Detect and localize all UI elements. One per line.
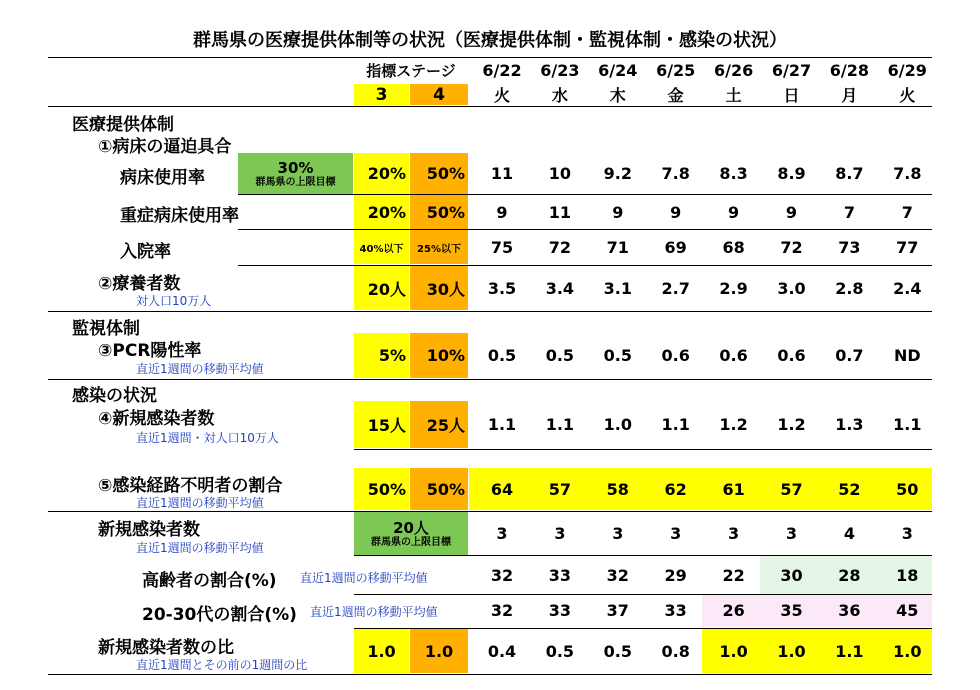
value-cell-new-infections: 3 bbox=[901, 524, 913, 543]
value-cell-young: 45 bbox=[896, 601, 919, 620]
value-cell-severe-bed: 7 bbox=[843, 202, 855, 222]
hospitalization-stage4: 25%以下 bbox=[417, 243, 461, 255]
row-sub-ratio: 直近1週間とその前の1週間の比 bbox=[136, 658, 308, 672]
value-cell-elderly: 18 bbox=[896, 565, 919, 585]
row-label-unknown-route: ⑤感染経路不明者の割合 bbox=[98, 476, 283, 496]
value-cell-severe-bed: 9 bbox=[496, 202, 508, 222]
bed-usage-target-value: 30% bbox=[277, 158, 314, 177]
value-cell-new-cases: 1.2 bbox=[777, 415, 806, 434]
value-cell-bed-usage: 8.3 bbox=[719, 164, 748, 183]
severe-bed-stage4: 50% bbox=[426, 202, 465, 222]
row-label-recuperating: ②療養者数 bbox=[98, 274, 181, 294]
date-header: 6/28 bbox=[829, 60, 870, 80]
row-sub-recuperating: 対人口10万人 bbox=[136, 294, 212, 308]
row-label-pcr: ③PCR陽性率 bbox=[98, 341, 202, 361]
bed-usage-stage3: 20% bbox=[367, 164, 406, 183]
value-cell-new-cases: 1.0 bbox=[603, 415, 632, 434]
row-sub-unknown-route: 直近1週間の移動平均値 bbox=[136, 496, 264, 510]
row-sub-new-cases: 直近1週間・対人口10万人 bbox=[136, 431, 279, 445]
value-cell-severe-bed: 9 bbox=[670, 202, 682, 222]
value-cell-new-infections: 3 bbox=[554, 524, 566, 543]
value-cell-unknown-route: 61 bbox=[722, 479, 745, 499]
value-cell-new-cases: 1.2 bbox=[719, 415, 748, 434]
value-cell-pcr: ND bbox=[893, 346, 921, 365]
date-header: 6/27 bbox=[771, 60, 812, 80]
row-sub-elderly: 直近1週間の移動平均値 bbox=[300, 571, 428, 585]
value-cell-hospitalization: 69 bbox=[664, 237, 687, 257]
recuperating-stage4: 30人 bbox=[426, 279, 465, 299]
row-label-bed-usage: 病床使用率 bbox=[120, 168, 205, 188]
value-cell-recuperating: 3.5 bbox=[487, 278, 517, 298]
new-cases-stage4: 25人 bbox=[426, 416, 465, 435]
value-cell-pcr: 0.6 bbox=[661, 346, 690, 365]
value-cell-young: 32 bbox=[490, 601, 514, 620]
row-label-new-cases: ④新規感染者数 bbox=[98, 409, 215, 429]
value-cell-new-cases: 1.1 bbox=[487, 415, 517, 434]
value-cell-ratio: 1.0 bbox=[719, 641, 748, 661]
weekday-header: 土 bbox=[725, 86, 742, 105]
value-cell-new-cases: 1.3 bbox=[835, 415, 864, 434]
value-cell-young: 36 bbox=[838, 601, 861, 620]
page-title: 群馬県の医療提供体制等の状況（医療提供体制・監視体制・感染の状況） bbox=[193, 30, 787, 51]
value-cell-young: 33 bbox=[664, 601, 687, 620]
value-cell-recuperating: 2.7 bbox=[661, 278, 690, 298]
stage3-header: 3 bbox=[375, 84, 388, 105]
value-cell-pcr: 0.5 bbox=[487, 346, 517, 365]
value-cell-elderly: 32 bbox=[490, 565, 514, 585]
value-cell-recuperating: 3.1 bbox=[603, 278, 632, 298]
value-cell-bed-usage: 7.8 bbox=[661, 164, 690, 183]
divider bbox=[48, 674, 932, 675]
value-cell-elderly: 30 bbox=[780, 565, 803, 585]
value-cell-elderly: 28 bbox=[838, 565, 861, 585]
value-cell-severe-bed: 9 bbox=[728, 202, 740, 222]
unknown-route-stage3: 50% bbox=[367, 479, 406, 499]
row-label-new-infections: 新規感染者数 bbox=[98, 520, 200, 540]
value-cell-pcr: 0.5 bbox=[545, 346, 575, 365]
divider bbox=[354, 449, 932, 450]
value-cell-ratio: 0.4 bbox=[487, 641, 517, 661]
value-cell-recuperating: 3.4 bbox=[545, 278, 575, 298]
value-cell-unknown-route: 52 bbox=[838, 479, 861, 499]
value-cell-pcr: 0.6 bbox=[719, 346, 748, 365]
row-sub-pcr: 直近1週間の移動平均値 bbox=[136, 362, 264, 376]
value-cell-new-cases: 1.1 bbox=[545, 415, 575, 434]
value-cell-bed-usage: 7.8 bbox=[893, 164, 922, 183]
value-cell-recuperating: 2.4 bbox=[893, 278, 922, 298]
weekday-header: 木 bbox=[609, 86, 626, 105]
value-cell-hospitalization: 72 bbox=[548, 237, 572, 257]
unknown-route-stage4: 50% bbox=[426, 479, 465, 499]
value-cell-young: 33 bbox=[548, 601, 572, 620]
value-cell-pcr: 0.6 bbox=[777, 346, 806, 365]
date-header: 6/23 bbox=[540, 60, 580, 80]
value-cell-pcr: 0.5 bbox=[603, 346, 632, 365]
date-header: 6/29 bbox=[887, 60, 927, 80]
value-cell-hospitalization: 75 bbox=[490, 237, 514, 257]
value-cell-young: 37 bbox=[606, 601, 629, 620]
value-cell-young: 35 bbox=[780, 601, 803, 620]
new-infections-target bbox=[354, 512, 468, 555]
date-header: 6/24 bbox=[598, 60, 638, 80]
section-medical: 医療提供体制 bbox=[72, 115, 174, 135]
value-cell-bed-usage: 8.9 bbox=[777, 164, 806, 183]
value-cell-bed-usage: 11 bbox=[490, 164, 514, 183]
value-cell-ratio: 1.0 bbox=[777, 641, 806, 661]
value-cell-hospitalization: 73 bbox=[838, 237, 861, 257]
value-cell-severe-bed: 9 bbox=[612, 202, 624, 222]
value-cell-elderly: 29 bbox=[664, 565, 687, 585]
row-label-hospitalization: 入院率 bbox=[120, 242, 171, 262]
row-label-elderly: 高齢者の割合(%) bbox=[142, 571, 277, 591]
pcr-stage3: 5% bbox=[378, 346, 406, 365]
stage4-header: 4 bbox=[433, 84, 445, 105]
date-header: 6/22 bbox=[482, 60, 522, 80]
divider bbox=[48, 57, 932, 58]
date-header: 6/25 bbox=[656, 60, 696, 80]
value-cell-unknown-route: 58 bbox=[606, 479, 629, 499]
value-cell-elderly: 33 bbox=[548, 565, 572, 585]
value-cell-bed-usage: 10 bbox=[548, 164, 572, 183]
weekday-header: 火 bbox=[493, 86, 510, 105]
row-label-young: 20-30代の割合(%) bbox=[142, 605, 297, 625]
weekday-header: 金 bbox=[667, 86, 684, 105]
bed-usage-target-note: 群馬県の上限目標 bbox=[255, 176, 336, 188]
value-cell-ratio: 1.0 bbox=[893, 641, 922, 661]
value-cell-severe-bed: 11 bbox=[548, 202, 572, 222]
value-cell-unknown-route: 50 bbox=[896, 479, 919, 499]
section-infection: 感染の状況 bbox=[72, 386, 157, 406]
severe-bed-stage3: 20% bbox=[367, 202, 406, 222]
ratio-stage3: 1.0 bbox=[367, 641, 396, 661]
row-label-severe-bed: 重症病床使用率 bbox=[120, 206, 239, 226]
divider bbox=[48, 311, 932, 312]
weekday-header: 日 bbox=[783, 86, 800, 105]
new-cases-stage3: 15人 bbox=[367, 416, 406, 435]
value-cell-new-infections: 4 bbox=[843, 524, 855, 543]
value-cell-ratio: 1.1 bbox=[835, 641, 864, 661]
value-cell-recuperating: 2.9 bbox=[719, 278, 748, 298]
new-infections-target-note: 群馬県の上限目標 bbox=[371, 536, 451, 548]
value-cell-unknown-route: 57 bbox=[548, 479, 572, 499]
divider bbox=[48, 379, 932, 380]
value-cell-severe-bed: 9 bbox=[785, 202, 798, 222]
date-header: 6/26 bbox=[713, 60, 754, 80]
value-cell-ratio: 0.8 bbox=[661, 641, 690, 661]
pcr-stage4: 10% bbox=[426, 346, 465, 365]
value-cell-new-cases: 1.1 bbox=[893, 415, 922, 434]
value-cell-hospitalization: 77 bbox=[896, 237, 919, 257]
value-cell-hospitalization: 68 bbox=[722, 237, 745, 257]
value-cell-bed-usage: 8.7 bbox=[835, 164, 864, 183]
value-cell-recuperating: 3.0 bbox=[777, 278, 806, 298]
value-cell-bed-usage: 9.2 bbox=[603, 164, 632, 183]
row-sub-new-infections: 直近1週間の移動平均値 bbox=[136, 541, 264, 555]
value-cell-new-infections: 3 bbox=[496, 524, 508, 543]
value-cell-ratio: 0.5 bbox=[603, 641, 632, 661]
value-cell-new-infections: 3 bbox=[612, 524, 624, 543]
value-cell-new-infections: 3 bbox=[670, 524, 682, 543]
value-cell-young: 26 bbox=[722, 601, 745, 620]
weekday-header: 月 bbox=[841, 86, 858, 105]
section-monitoring: 監視体制 bbox=[72, 319, 140, 339]
value-cell-recuperating: 2.8 bbox=[835, 278, 864, 298]
value-cell-hospitalization: 71 bbox=[606, 237, 629, 257]
value-cell-new-infections: 3 bbox=[785, 524, 798, 543]
row-sub-young: 直近1週間の移動平均値 bbox=[310, 605, 438, 619]
ratio-stage4: 1.0 bbox=[424, 641, 454, 661]
weekday-header: 火 bbox=[899, 86, 916, 105]
recuperating-stage3: 20人 bbox=[367, 279, 406, 299]
value-cell-new-infections: 3 bbox=[728, 524, 740, 543]
value-cell-ratio: 0.5 bbox=[545, 641, 575, 661]
value-cell-hospitalization: 72 bbox=[780, 237, 803, 257]
hospitalization-stage3: 40%以下 bbox=[359, 243, 404, 255]
row-label-ratio: 新規感染者数の比 bbox=[98, 638, 234, 658]
value-cell-unknown-route: 62 bbox=[664, 479, 687, 499]
value-cell-elderly: 22 bbox=[722, 565, 745, 585]
section-bed-pressure: ①病床の逼迫具合 bbox=[98, 137, 232, 157]
weekday-header: 水 bbox=[551, 86, 568, 105]
value-cell-new-cases: 1.1 bbox=[661, 415, 690, 434]
value-cell-pcr: 0.7 bbox=[835, 346, 864, 365]
new-infections-target-value: 20人 bbox=[393, 518, 429, 537]
value-cell-severe-bed: 7 bbox=[901, 202, 913, 222]
value-cell-unknown-route: 64 bbox=[490, 479, 514, 499]
indicator-stage-label: 指標ステージ bbox=[366, 61, 456, 80]
value-cell-elderly: 32 bbox=[606, 565, 629, 585]
bed-usage-stage4: 50% bbox=[426, 164, 465, 183]
divider bbox=[48, 106, 932, 107]
bed-usage-target bbox=[238, 153, 353, 194]
value-cell-unknown-route: 57 bbox=[780, 479, 803, 499]
